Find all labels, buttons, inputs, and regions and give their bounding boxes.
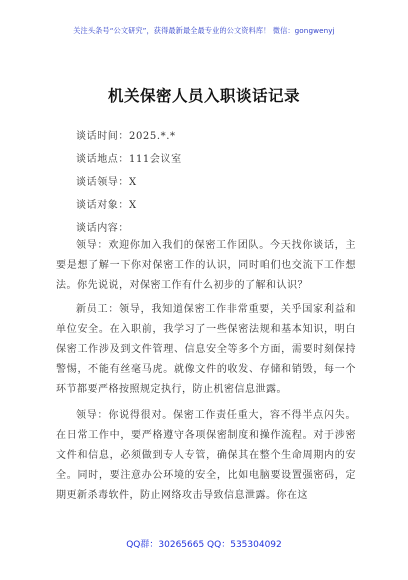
document-title: 机关保密人员入职谈话记录 — [107, 87, 300, 105]
meta-subject: 谈话对象：X — [76, 200, 137, 211]
paragraph-employee-response: 新员工：领导，我知道保密工作非常重要，关乎国家利益和单位安全。在入职前，我学习了一些保密法规和基本知识，明白保密工作涉及到文件管理、信息安全等多个方面，需要时刻保持警惕，不能有丝毫马虎。就像文件的收发、存储和销毁，每一个环节都要严格按照规定执行，防止机密信息泄露。 — [56, 304, 356, 395]
meta-content-label: 谈话内容： — [76, 223, 129, 234]
paragraph-leader-guidance: 领导：你说得很对。保密工作责任重大，容不得半点闪失。在日常工作中，要严格遵守各项保密制度和操作流程。对于涉密文件和信息，必须做到专人专管，确保其在整个生命周期内的安全。同时，要注意办公环境的安全，比如电脑要设置强密码，定期更新杀毒软件，防止网络攻击导致信息泄露。你在这 — [56, 410, 356, 501]
footer-contact: QQ群：30265665 QQ：535304092 — [126, 540, 282, 550]
meta-leader: 谈话领导：X — [76, 177, 137, 188]
meta-location: 谈话地点：111会议室 — [76, 154, 182, 165]
paragraph-leader-intro: 领导：欢迎你加入我们的保密工作团队。今天找你谈话，主要是想了解一下你对保密工作的认识，同时咱们也交流下工作想法。你先说说，对保密工作有什么初步的了解和认识？ — [56, 240, 356, 291]
meta-time: 谈话时间：2025.*.* — [76, 131, 176, 142]
header-banner: 关注头条号“公文研究”，获得最新最全最专业的公文资料库！ 微信：gongwenyj — [73, 26, 335, 35]
